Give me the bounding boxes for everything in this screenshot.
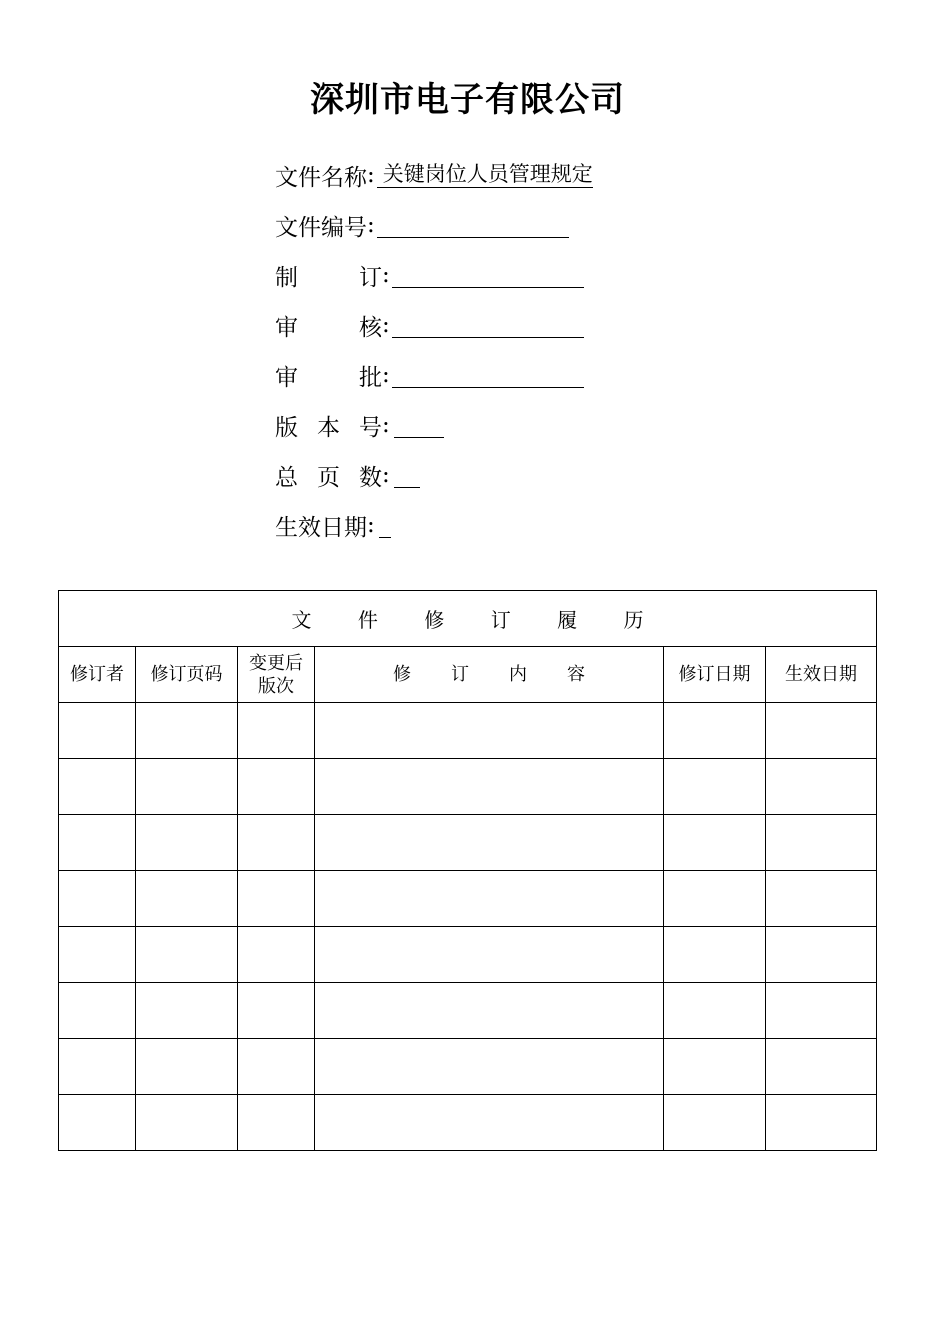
cell-content[interactable] (315, 815, 664, 871)
version-label: 版 本 号 (275, 414, 382, 441)
cell-revised-pages[interactable] (136, 871, 238, 927)
effective-date-label: 生效日期 (275, 514, 367, 541)
cell-effective-date[interactable] (766, 871, 877, 927)
cell-revision-date[interactable] (664, 759, 766, 815)
effective-date-field[interactable] (379, 512, 391, 538)
cell-content[interactable] (315, 927, 664, 983)
cell-version-after[interactable] (238, 759, 315, 815)
cell-reviser[interactable] (59, 703, 136, 759)
cell-revision-date[interactable] (664, 815, 766, 871)
cell-version-after[interactable] (238, 871, 315, 927)
cell-version-after[interactable] (238, 815, 315, 871)
cell-revised-pages[interactable] (136, 815, 238, 871)
approved-by-label: 审 批 (275, 364, 382, 391)
cell-revised-pages[interactable] (136, 927, 238, 983)
cell-reviser[interactable] (59, 1039, 136, 1095)
drafted-by-label: 制 订 (275, 264, 382, 291)
revision-table-caption: 文 件 修 订 履 历 (59, 591, 877, 647)
total-pages-field[interactable] (394, 462, 420, 488)
table-row (59, 927, 877, 983)
header-version-after: 变更后 版次 (238, 647, 315, 703)
file-number-label: 文件编号 (275, 214, 367, 241)
effective-date-row: 生效日期 : (275, 500, 593, 550)
total-pages-label: 总 页 数 (275, 464, 382, 491)
cell-reviser[interactable] (59, 927, 136, 983)
revision-header-row (59, 647, 877, 703)
file-number-row: 文件编号 : (275, 200, 593, 250)
cell-revised-pages[interactable] (136, 983, 238, 1039)
cell-revision-date[interactable] (664, 1039, 766, 1095)
cell-reviser[interactable] (59, 983, 136, 1039)
cell-revised-pages[interactable] (136, 759, 238, 815)
header-revision-date: 修订日期 (664, 647, 766, 703)
cell-reviser[interactable] (59, 1095, 136, 1151)
table-row (59, 1039, 877, 1095)
cell-revised-pages[interactable] (136, 703, 238, 759)
version-field[interactable] (394, 412, 444, 438)
reviewed-by-field[interactable] (392, 312, 584, 338)
table-row (59, 871, 877, 927)
drafted-by-field[interactable] (392, 262, 584, 288)
file-name-value[interactable]: 关键岗位人员管理规定 (377, 162, 593, 188)
cell-effective-date[interactable] (766, 815, 877, 871)
cell-reviser[interactable] (59, 815, 136, 871)
cell-content[interactable] (315, 1039, 664, 1095)
cell-revised-pages[interactable] (136, 1039, 238, 1095)
cell-revision-date[interactable] (664, 703, 766, 759)
cell-content[interactable] (315, 703, 664, 759)
table-row (59, 983, 877, 1039)
version-row: 版 本 号 : (275, 400, 593, 450)
reviewed-by-label: 审 核 (275, 314, 382, 341)
cell-revision-date[interactable] (664, 927, 766, 983)
cell-version-after[interactable] (238, 927, 315, 983)
header-effective-date: 生效日期 (766, 647, 877, 703)
cell-version-after[interactable] (238, 703, 315, 759)
cell-revision-date[interactable] (664, 983, 766, 1039)
revision-table-body (59, 703, 877, 1151)
header-revised-pages: 修订页码 (136, 647, 238, 703)
file-name-label: 文件名称 (275, 164, 367, 191)
table-row (59, 1095, 877, 1151)
cell-version-after[interactable] (238, 1039, 315, 1095)
cell-reviser[interactable] (59, 759, 136, 815)
revision-caption-row (59, 591, 877, 647)
approved-by-row: 审 批 : (275, 350, 593, 400)
reviewed-by-row: 审 核 : (275, 300, 593, 350)
cell-version-after[interactable] (238, 983, 315, 1039)
cell-reviser[interactable] (59, 871, 136, 927)
table-row (59, 759, 877, 815)
cell-effective-date[interactable] (766, 927, 877, 983)
cell-effective-date[interactable] (766, 1095, 877, 1151)
drafted-by-row: 制 订 : (275, 250, 593, 300)
file-name-row: 文件名称 : 关键岗位人员管理规定 (275, 150, 593, 200)
cell-version-after[interactable] (238, 1095, 315, 1151)
approved-by-field[interactable] (392, 362, 584, 388)
cell-effective-date[interactable] (766, 1039, 877, 1095)
cell-content[interactable] (315, 1095, 664, 1151)
revision-history-table (58, 590, 877, 1151)
table-row (59, 703, 877, 759)
cell-content[interactable] (315, 759, 664, 815)
cell-content[interactable] (315, 983, 664, 1039)
company-title: 深圳市电子有限公司 (310, 80, 625, 120)
cell-effective-date[interactable] (766, 759, 877, 815)
cell-revision-date[interactable] (664, 1095, 766, 1151)
header-reviser: 修订者 (59, 647, 136, 703)
cell-revision-date[interactable] (664, 871, 766, 927)
cell-revised-pages[interactable] (136, 1095, 238, 1151)
cell-content[interactable] (315, 871, 664, 927)
document-info-block (275, 150, 593, 550)
table-row (59, 815, 877, 871)
cell-effective-date[interactable] (766, 983, 877, 1039)
file-number-field[interactable] (377, 212, 569, 238)
cell-effective-date[interactable] (766, 703, 877, 759)
header-revision-content: 修 订 内 容 (315, 647, 664, 703)
total-pages-row: 总 页 数 : (275, 450, 593, 500)
